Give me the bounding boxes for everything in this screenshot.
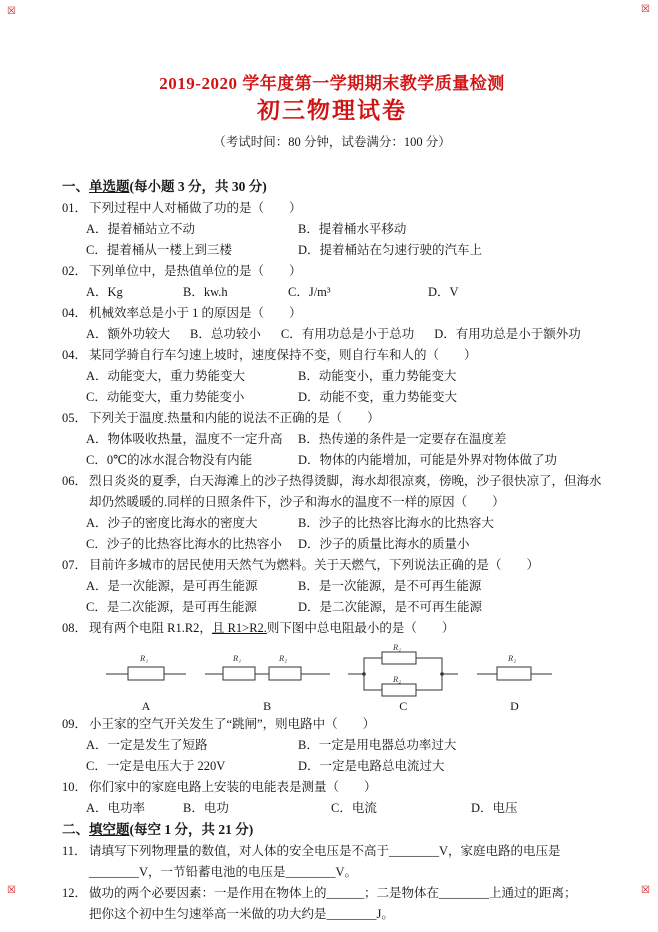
figure-label: D — [510, 699, 519, 713]
option: C．0℃的冰水混合物没有内能 — [86, 453, 253, 467]
question-number: 04． — [62, 306, 88, 320]
question-number: 08． — [62, 621, 88, 635]
option: B．kw.h — [183, 285, 228, 299]
option: B．一定是用电器总功率过大 — [298, 738, 457, 752]
option: D．动能不变，重力势能变大 — [298, 390, 458, 404]
question-stem — [62, 471, 602, 513]
question-stem — [62, 198, 602, 219]
question-stem — [62, 714, 602, 735]
section-title: 单选题 — [89, 179, 130, 194]
circuit-diagram-b-icon — [205, 642, 330, 698]
question-number: 02． — [62, 264, 88, 278]
option: A．电功率 — [86, 801, 146, 815]
stem-text: 现有两个电阻 R1.R2， — [89, 621, 212, 635]
question — [62, 841, 602, 883]
question — [62, 408, 602, 471]
figure-label: C — [399, 699, 408, 713]
question-number: 05． — [62, 411, 88, 425]
option-row — [62, 240, 602, 261]
section-note: (每空 1 分，共 21 分) — [129, 822, 254, 837]
section-title: 填空题 — [89, 822, 130, 837]
option: D．提着桶站在匀速行驶的汽车上 — [298, 243, 483, 257]
option-row — [62, 597, 602, 618]
stem-text: 烈日炎炎的夏季，白天海滩上的沙子热得烫脚，海水却很凉爽，傍晚，沙子很快凉了，但海水却仍然暖暖的.同样的日照条件下，沙子和海水的温度不一样的原因（ ） — [89, 474, 602, 509]
option: A．额外功较大 — [86, 327, 171, 341]
option: C．J/m³ — [288, 285, 331, 299]
exam-title: 初三物理试卷 — [257, 98, 407, 123]
circuit-figure-c — [348, 642, 458, 713]
stem-text: 下列关于温度.热量和内能的说法不正确的是（ ） — [89, 411, 380, 425]
stem-text: 某同学骑自行车匀速上坡时，速度保持不变，则自行车和人的（ ） — [89, 348, 477, 362]
option: A．动能变大，重力势能变大 — [86, 369, 246, 383]
option: C．一定是电压大于 220V — [86, 759, 226, 773]
section-single-choice-body — [62, 198, 602, 819]
question-number: 10． — [62, 780, 88, 794]
option: B．动能变小，重力势能变大 — [298, 369, 457, 383]
question — [62, 618, 602, 713]
question-stem — [62, 345, 602, 366]
option-row — [62, 219, 602, 240]
question-stem — [62, 303, 602, 324]
circuit-figures — [106, 642, 552, 713]
question-number: 12． — [62, 886, 88, 900]
option: A．是一次能源，是可再生能源 — [86, 579, 258, 593]
resistor-label: R₁ — [232, 653, 241, 663]
circuit-figure-a — [106, 642, 186, 713]
stem-text: 机械效率总是小于 1 的原因是（ ） — [89, 306, 302, 320]
question-stem — [62, 555, 602, 576]
circuit-figure-b — [205, 642, 330, 713]
option: D．V — [428, 285, 459, 299]
section-heading-fill-blank — [62, 819, 602, 841]
question — [62, 777, 602, 819]
option-row — [62, 282, 602, 303]
option-row — [62, 534, 602, 555]
option-row — [62, 756, 602, 777]
option: D．物体的内能增加，可能是外界对物体做了功 — [298, 453, 558, 467]
question — [62, 345, 602, 408]
section-number: 一、 — [62, 179, 89, 194]
exam-info: （考试时间：80 分钟，试卷满分：100 分） — [213, 135, 451, 149]
option: A．沙子的密度比海水的密度大 — [86, 516, 258, 530]
title-block — [62, 74, 602, 150]
resistor-label: R₂ — [278, 653, 287, 663]
option-row — [62, 366, 602, 387]
resistor-label: R₂ — [507, 653, 517, 663]
section-heading-single-choice — [62, 176, 602, 198]
option: C．沙子的比热容比海水的比热容小 — [86, 537, 282, 551]
section-number: 二、 — [62, 822, 89, 837]
circuit-figure-d — [477, 642, 552, 713]
question-number: 06． — [62, 474, 88, 488]
fill-line: 做功的两个必要因素：一是作用在物体上的______；二是物体在________上通过的距离； — [89, 886, 577, 900]
option: A．一定是发生了短路 — [86, 738, 208, 752]
question-number: 01． — [62, 201, 88, 215]
question — [62, 261, 602, 303]
stem-text: 则下图中总电阻最小的是（ ） — [266, 621, 455, 635]
option: D．有用功总是小于额外功 — [434, 327, 581, 341]
option: D．是二次能源，是不可再生能源 — [298, 600, 483, 614]
option: A．Kg — [86, 285, 123, 299]
option: B．电功 — [183, 801, 229, 815]
option-row — [62, 324, 602, 345]
option: C．是二次能源，是可再生能源 — [86, 600, 257, 614]
option: B．沙子的比热容比海水的比热容大 — [298, 516, 494, 530]
question — [62, 471, 602, 555]
option-row — [62, 429, 602, 450]
question — [62, 198, 602, 261]
option: C．有用功总是小于总功 — [280, 327, 415, 341]
question — [62, 555, 602, 618]
stem-text: 目前许多城市的居民使用天然气为燃料。关于天燃气，下列说法正确的是（ ） — [89, 558, 540, 572]
option: D．一定是电路总电流过大 — [298, 759, 445, 773]
option-row — [62, 798, 602, 819]
question-stem — [62, 408, 602, 429]
option: A．提着桶站立不动 — [86, 222, 196, 236]
question-number: 07． — [62, 558, 88, 572]
circuit-diagram-c-icon — [348, 642, 458, 698]
section-note: (每小题 3 分，共 30 分) — [129, 179, 267, 194]
stem-text: 且 R1>R2. — [211, 621, 267, 635]
section-fill-blank-body — [62, 841, 602, 925]
option-row — [62, 513, 602, 534]
corner-mark-icon: ☒ — [641, 885, 650, 896]
corner-mark-icon: ☒ — [7, 885, 16, 896]
resistor-label: R₁ — [393, 642, 402, 652]
resistor-label: R₂ — [393, 674, 402, 684]
figure-label: B — [263, 699, 272, 713]
stem-text: 下列过程中人对桶做了功的是（ ） — [89, 201, 302, 215]
corner-mark-icon: ☒ — [7, 6, 16, 17]
option: D．沙子的质量比海水的质量小 — [298, 537, 470, 551]
option: B．总功较小 — [190, 327, 261, 341]
question-stem — [62, 618, 602, 639]
option: D．电压 — [471, 801, 518, 815]
option: C．电流 — [331, 801, 377, 815]
fill-line: 把你这个初中生匀速举高一米做的功大约是________J。 — [89, 907, 394, 921]
question — [62, 714, 602, 777]
question-stem — [62, 777, 602, 798]
resistor-label: R₁ — [140, 653, 149, 663]
stem-text: 下列单位中，是热值单位的是（ ） — [89, 264, 302, 278]
stem-text: 小王家的空气开关发生了“跳闸”，则电路中（ ） — [89, 717, 376, 731]
circuit-diagram-d-icon — [477, 642, 552, 698]
question-number: 04． — [62, 348, 88, 362]
question — [62, 883, 602, 925]
circuit-diagram-a-icon — [106, 642, 186, 698]
option: C．动能变大，重力势能变小 — [86, 390, 245, 404]
stem-text: 你们家中的家庭电路上安装的电能表是测量（ ） — [89, 780, 377, 794]
page-title: 2019-2020 学年度第一学期期末教学质量检测 — [159, 74, 505, 93]
question-number: 11． — [62, 844, 87, 858]
question — [62, 303, 602, 345]
figure-label: A — [141, 699, 151, 713]
option: C．提着桶从一楼上到三楼 — [86, 243, 232, 257]
option: A．物体吸收热量，温度不一定升高 — [86, 432, 283, 446]
corner-mark-icon: ☒ — [641, 4, 650, 15]
option-row — [62, 576, 602, 597]
question-stem — [62, 261, 602, 282]
option-row — [62, 387, 602, 408]
option-row — [62, 450, 602, 471]
option: B．提着桶水平移动 — [298, 222, 407, 236]
question-number: 09． — [62, 717, 88, 731]
option: B．热传递的条件是一定要存在温度差 — [298, 432, 507, 446]
fill-line: 请填写下列物理量的数值，对人体的安全电压是不高于________V，家庭电路的电压是________V，一节铅蓄电池的电压是________V。 — [89, 844, 561, 879]
option-row — [62, 735, 602, 756]
option: B．是一次能源，是不可再生能源 — [298, 579, 482, 593]
